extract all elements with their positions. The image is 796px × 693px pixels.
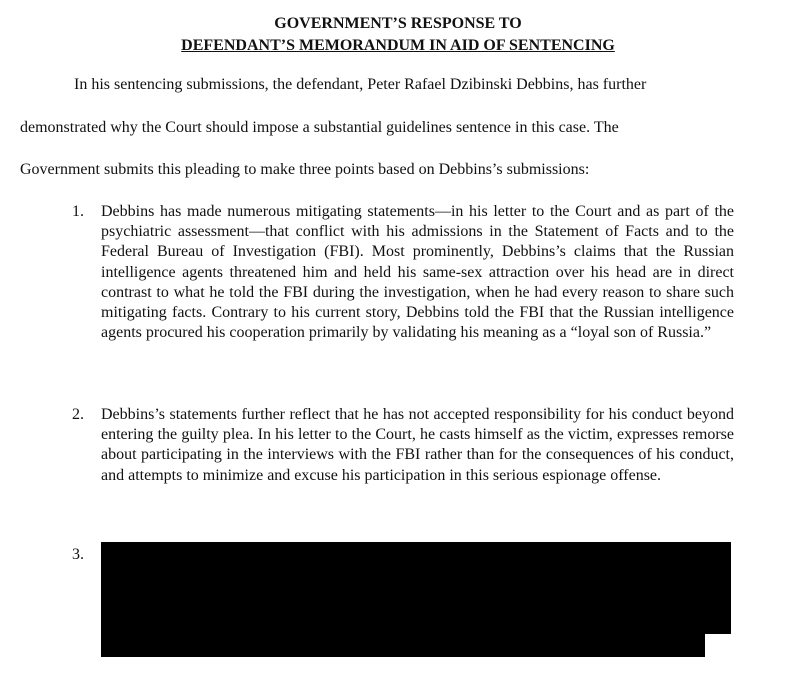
list-item-text: Debbins has made numerous mitigating statements—in his letter to the Court and as part of the psychiatric assessment—that conflict with his admissions in the Statement of Facts and to the Federal Bureau of Investigation (FBI). Most prominently, Debbins’s claims that the Russian intelligence agents threatened him and held his same-sex attraction over his head are in direct contrast to what he told the FBI during the investigation, when he had every reason to share such mitigating facts. Contrary to his current story, Debbins told the FBI that the Russian intelligence agents procured his cooperation primarily by validating his meaning as a “loyal son of Russia.” — [101, 203, 734, 342]
redaction-block-tail — [101, 633, 705, 657]
intro-paragraph-line-2: demonstrated why the Court should impose a substantial guidelines sentence in this case. The — [20, 119, 619, 136]
redaction-block — [101, 542, 731, 634]
list-item-2 — [72, 405, 734, 486]
list-item-1 — [72, 202, 734, 343]
list-item-number: 2. — [72, 406, 84, 423]
intro-paragraph-line-3: Government submits this pleading to make three points based on Debbins’s submissions: — [20, 161, 590, 178]
document-title-line-1: GOVERNMENT’S RESPONSE TO — [274, 15, 522, 32]
list-item-text: Debbins’s statements further reflect that he has not accepted responsibility for his conduct beyond entering the guilty plea. In his letter to the Court, he casts himself as the victim, expresses remorse about participating in the interviews with the FBI rather than for the consequences of his conduct, and attempts to minimize and excuse his participation in this serious espionage offense. — [101, 406, 734, 484]
intro-paragraph-line-1: In his sentencing submissions, the defendant, Peter Rafael Dzibinski Debbins, has further — [74, 76, 647, 93]
list-item-number: 3. — [72, 546, 84, 563]
document-title-line-2: DEFENDANT’S MEMORANDUM IN AID OF SENTENCING — [181, 37, 615, 54]
list-item-number: 1. — [72, 203, 84, 220]
